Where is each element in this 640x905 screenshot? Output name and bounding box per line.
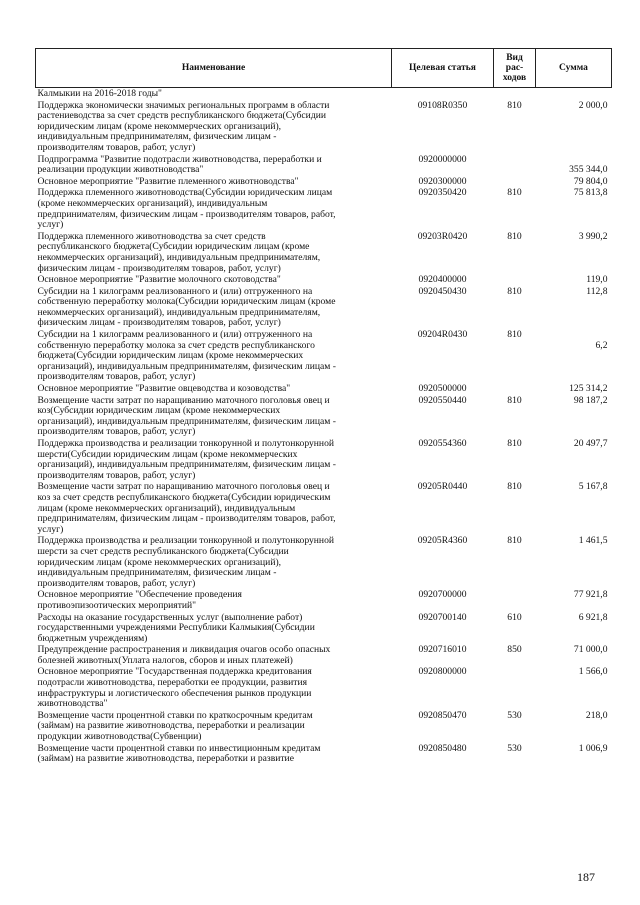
row-name-line: инфраструктуры и логистического обеспечения рынков продукции [37, 687, 312, 699]
row-name-line: производителям товаров, работ, услуг) [37, 141, 196, 153]
row-name-line: Калмыкии на 2016-2018 годы" [37, 88, 162, 99]
table-row [36, 612, 612, 645]
row-sum-line: 125 314,2 [569, 383, 608, 395]
row-article-code [392, 710, 494, 743]
row-sum [536, 274, 612, 286]
row-article-code-line: 09108R0350 [417, 99, 468, 111]
row-sum-line: 1 461,5 [578, 535, 608, 547]
row-name-line: некоммерческих организаций), индивидуальным предпринимателям, [37, 306, 321, 318]
table-row [36, 481, 612, 535]
row-name [36, 187, 392, 230]
row-name [36, 589, 392, 611]
row-sum [536, 329, 612, 383]
row-article-code [392, 535, 494, 589]
budget-table [35, 48, 612, 765]
row-sum-line: 6,2 [595, 339, 608, 351]
row-sum-line: 98 187,2 [573, 394, 608, 406]
row-article-code-line: 09203R0420 [417, 230, 468, 242]
row-expense-kind: 610 [507, 611, 522, 623]
row-name [36, 438, 392, 481]
row-article-code [392, 286, 494, 329]
table-row [36, 438, 612, 481]
row-name [36, 383, 392, 395]
row-name-line: физическим лицам - производителям товаров, работ, услуг) [37, 317, 281, 329]
row-expense-kind: 810 [507, 285, 522, 297]
row-name-line: растениеводства за счет средств республиканского бюджета(Субсидии [37, 110, 326, 122]
row-article-code [392, 274, 494, 286]
row-name-line: Основное мероприятие "Развитие молочного скотоводства" [37, 274, 281, 286]
row-name-line: Поддержка племенного животноводства за счет средств [37, 230, 266, 242]
row-sum [536, 644, 612, 666]
row-sum-line: 119,0 [586, 274, 608, 286]
header-kind-line: Вид [506, 53, 523, 63]
row-article-code-line: 0920716010 [418, 644, 467, 656]
row-sum [536, 383, 612, 395]
row-name-line: Основное мероприятие "Развитие овцеводства и козоводства" [37, 383, 291, 395]
row-name [36, 154, 392, 176]
row-name-line: Поддержка племенного животноводства(Субсидии юридическим лицам [37, 187, 333, 199]
row-sum [536, 438, 612, 481]
row-sum-line: 75 813,8 [573, 187, 608, 199]
row-article-code-line: 0920300000 [418, 175, 467, 187]
row-expense-kind [494, 88, 536, 100]
row-name-line: коз(Субсидии юридическим лицам (кроме некоммерческих [37, 405, 281, 417]
row-article-code [392, 100, 494, 154]
row-name [36, 535, 392, 589]
row-name-line: реализации продукции животноводства" [37, 164, 204, 176]
row-article-code [392, 383, 494, 395]
row-article-code [392, 231, 494, 274]
row-name-line: болезней животных(Уплата налогов, сборов и иных платежей) [37, 654, 293, 666]
row-name-line: некоммерческих организаций), индивидуальным предпринимателям, [37, 251, 321, 263]
row-sum-line: 218,0 [585, 709, 608, 721]
table-row [36, 187, 612, 230]
row-name-line: продукции животноводства(Субвенции) [37, 731, 202, 743]
row-article-code [392, 644, 494, 666]
row-article-code-line: 0920450430 [418, 285, 467, 297]
row-sum-line: 5 167,8 [578, 481, 608, 493]
row-name-line: шерсти за счет средств республиканского бюджета(Субсидии [37, 545, 289, 557]
row-name-line: организаций), индивидуальным предпринимателям, физическим лицам - [37, 459, 336, 471]
row-name [36, 710, 392, 743]
row-article-code [392, 329, 494, 383]
header-kind [494, 49, 536, 88]
table-row [36, 88, 612, 100]
table-row [36, 286, 612, 329]
row-sum-line: 112,8 [586, 285, 608, 297]
row-name [36, 481, 392, 535]
row-name-line: подотрасли животноводства, переработки ее продукции, развития [37, 677, 308, 689]
table-row [36, 666, 612, 709]
row-sum-line: 79 804,0 [573, 175, 608, 187]
row-name-line: Основное мероприятие "Обеспечение проведения [37, 589, 242, 601]
row-name-line: производителям товаров, работ, услуг) [37, 469, 196, 481]
row-name-line: предпринимателям, физическим лицам - производителям товаров, работ, [37, 208, 336, 220]
row-name-line: Возмещение части затрат по наращиванию маточного поголовья овец и [37, 394, 330, 406]
row-article-code-line: 0920850480 [418, 742, 467, 754]
row-name-line: Подпрограмма "Развитие подотрасли животноводства, переработки и [37, 153, 322, 165]
row-sum-line: 3 990,2 [578, 230, 608, 242]
row-sum-line: 77 921,8 [573, 589, 608, 601]
row-sum [536, 88, 612, 100]
row-name [36, 329, 392, 383]
row-name-line: Поддержка экономически значимых региональных программ в области [37, 99, 330, 111]
row-expense-kind: 810 [507, 394, 522, 406]
row-article-code-line [394, 89, 492, 100]
row-name-line: предпринимателям, физическим лицам - производителям товаров, работ, [37, 513, 336, 525]
row-expense-kind [494, 154, 536, 176]
row-name [36, 88, 392, 100]
row-name-line: производителям товаров, работ, услуг) [37, 577, 196, 589]
row-sum-line: 2 000,0 [578, 99, 608, 111]
row-expense-kind [494, 176, 536, 188]
table-row [36, 535, 612, 589]
row-article-code [392, 187, 494, 230]
row-name-line: противоэпизоотических мероприятий" [37, 599, 197, 611]
row-expense-kind [494, 589, 536, 611]
row-name-line: физическим лицам - производителям товаров, работ, услуг) [37, 262, 281, 274]
row-sum-line: 6 921,8 [578, 611, 608, 623]
row-article-code-line: 0920700140 [418, 611, 467, 623]
row-sum [536, 666, 612, 709]
row-name [36, 231, 392, 274]
header-name: Наименование [36, 49, 392, 88]
row-name-line: производителям товаров, работ, услуг) [37, 426, 196, 438]
row-name-line: (займам) на развитие животноводства, переработки и развитие [37, 753, 294, 765]
row-name-line: бюджета(Субсидии юридическим лицам (кроме некоммерческих [37, 350, 304, 362]
row-name-line: государственными учреждениями Республики Калмыкия(Субсидии [37, 622, 315, 634]
row-sum [536, 589, 612, 611]
row-name-line: собственную переработку молока(Субсидии юридическим лицам (кроме [37, 296, 336, 308]
table-row [36, 329, 612, 383]
row-name-line: индивидуальным предпринимателям, физическим лицам - [37, 131, 277, 143]
row-expense-kind: 810 [507, 329, 522, 341]
row-name-line: организаций), индивидуальным предпринимателям, физическим лицам - [37, 360, 336, 372]
row-sum [536, 481, 612, 535]
row-sum [536, 286, 612, 329]
row-sum-line: 71 000,0 [573, 644, 608, 656]
row-expense-kind: 810 [507, 481, 522, 493]
row-expense-kind [494, 666, 536, 709]
row-expense-kind: 810 [507, 99, 522, 111]
table-row [36, 176, 612, 188]
row-article-code [392, 438, 494, 481]
table-row [36, 395, 612, 438]
row-sum [536, 612, 612, 645]
row-name-line: услуг) [37, 523, 64, 535]
row-name-line: Возмещение части процентной ставки по краткосрочным кредитам [37, 709, 313, 721]
budget-table-page [35, 48, 611, 765]
row-article-code-line: 0920554360 [418, 438, 467, 449]
row-article-code [392, 88, 494, 100]
row-sum-line [538, 89, 608, 100]
row-article-code-line: 09205R4360 [417, 535, 468, 547]
row-article-code-line: 0920000000 [418, 153, 467, 165]
row-expense-kind: 810 [507, 187, 522, 199]
row-name-line: Основное мероприятие "Развитие племенного животноводства" [37, 175, 299, 187]
row-name-line: индивидуальным предпринимателям, физическим лицам - [37, 567, 277, 579]
row-article-code [392, 481, 494, 535]
row-sum-line: 20 497,7 [573, 438, 608, 449]
row-name [36, 612, 392, 645]
row-sum [536, 154, 612, 176]
row-sum [536, 535, 612, 589]
row-name [36, 286, 392, 329]
row-name-line: услуг) [37, 219, 64, 231]
row-expense-kind: 810 [507, 230, 522, 242]
row-expense-kind: 850 [507, 644, 522, 656]
row-article-code-line: 0920700000 [418, 589, 467, 601]
row-article-code-line: 0920500000 [418, 383, 467, 395]
row-article-code-line: 0920400000 [418, 274, 467, 286]
row-article-code [392, 612, 494, 645]
row-article-code-line: 0920850470 [418, 709, 467, 721]
row-article-code [392, 743, 494, 765]
row-sum [536, 100, 612, 154]
row-article-code-line: 09204R0430 [417, 329, 468, 341]
table-row [36, 710, 612, 743]
row-name-line: Поддержка производства и реализации тонкорунной и полутонкорунной [37, 438, 335, 449]
table-row [36, 644, 612, 666]
table-row [36, 589, 612, 611]
row-sum-line: 1 566,0 [578, 666, 608, 678]
row-name-line: (кроме некоммерческих организаций), индивидуальным [37, 197, 268, 209]
row-name-line: Предупреждение распространения и ликвидация очагов особо опасных [37, 644, 331, 656]
row-name-line: Основное мероприятие "Государственная поддержка кредитования [37, 666, 312, 678]
table-row [36, 383, 612, 395]
table-row [36, 231, 612, 274]
row-name [36, 666, 392, 709]
row-name-line: шерсти(Субсидии юридическим лицам (кроме некоммерческих [37, 448, 298, 460]
row-expense-kind [494, 383, 536, 395]
row-name-line: производителям товаров, работ, услуг) [37, 371, 196, 383]
row-article-code [392, 176, 494, 188]
table-row [36, 274, 612, 286]
table-row [36, 100, 612, 154]
row-name-line: (займам) на развитие животноводства, переработки и реализации [37, 720, 305, 732]
table-row [36, 154, 612, 176]
row-name-line: юридическим лицам (кроме некоммерческих организаций), [37, 556, 282, 568]
header-kind-line: ходов [502, 73, 527, 83]
row-article-code [392, 154, 494, 176]
row-expense-kind [494, 274, 536, 286]
row-sum-line: 1 006,9 [578, 742, 608, 754]
row-name-line: Возмещение части затрат по наращиванию маточного поголовья овец и [37, 481, 330, 493]
row-sum [536, 231, 612, 274]
row-name-line: организаций), индивидуальным предпринимателям, физическим лицам - [37, 415, 336, 427]
row-sum [536, 743, 612, 765]
row-name-line: бюджетным учреждениям) [37, 632, 148, 644]
page-number: 187 [577, 870, 595, 884]
header-sum: Сумма [536, 49, 612, 88]
row-name [36, 274, 392, 286]
row-sum [536, 187, 612, 230]
row-name [36, 176, 392, 188]
row-sum-line: 355 344,0 [569, 164, 608, 176]
row-name-line: Субсидии на 1 килограмм реализованного и (или) отгруженного на [37, 329, 313, 341]
row-name-line: Расходы на оказание государственных услуг (выполнение работ) [37, 611, 303, 623]
row-name [36, 644, 392, 666]
row-article-code-line: 0920350420 [418, 187, 467, 199]
row-name-line: животноводства" [37, 698, 108, 710]
row-sum [536, 176, 612, 188]
row-name-line: республиканского бюджета(Субсидии юридическим лицам (кроме [37, 241, 310, 253]
row-name-line: Возмещение части процентной ставки по инвестиционным кредитам [37, 742, 321, 754]
table-header [36, 49, 612, 88]
row-name [36, 395, 392, 438]
row-article-code [392, 666, 494, 709]
row-name-line: Субсидии на 1 килограмм реализованного и (или) отгруженного на [37, 285, 313, 297]
row-sum [536, 395, 612, 438]
row-name-line: лицам (кроме некоммерческих организаций), индивидуальным [37, 502, 296, 514]
row-expense-kind: 810 [507, 535, 522, 547]
row-name-line: Поддержка производства и реализации тонкорунной и полутонкорунной [37, 535, 335, 547]
table-row [36, 743, 612, 765]
row-article-code-line: 09205R0440 [417, 481, 468, 493]
row-article-code [392, 395, 494, 438]
row-article-code-line: 0920550440 [418, 394, 467, 406]
row-name-line: коз за счет средств республиканского бюджета(Субсидии юридическим [37, 491, 331, 503]
row-article-code [392, 589, 494, 611]
row-name-line: собственную переработку молока за счет средств республиканского [37, 339, 315, 351]
row-article-code-line: 0920800000 [418, 666, 467, 678]
row-name-line: юридическим лицам (кроме некоммерческих организаций), [37, 120, 282, 132]
row-expense-kind: 530 [507, 709, 522, 721]
row-name [36, 743, 392, 765]
row-name [36, 100, 392, 154]
table-body [36, 88, 612, 765]
row-sum [536, 710, 612, 743]
header-kind-line: рас- [505, 63, 524, 73]
header-article: Целевая статья [392, 49, 494, 88]
row-expense-kind: 810 [507, 438, 522, 449]
row-expense-kind: 530 [507, 742, 522, 754]
